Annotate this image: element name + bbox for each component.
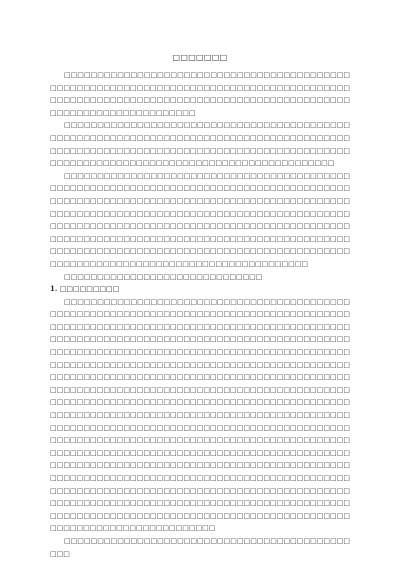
- paragraph-4: □□□□□□□□□□□□□□□□□□□□□□□□□□□□□□: [64, 272, 263, 281]
- section-heading: 1. □□□□□□□□□: [50, 284, 120, 294]
- paragraph-1: □□□□□□□□□□□□□□□□□□□□□□□□□□□□□□□□□□□□□□□□□□□□□□□□□□□□□□□□□□□□□□□□□□□□□□□□□□□□□□□□□□□□□□□□□□□□□□□□□□□□□□□□□□□□□□□□□□□□□□□□□□□□□□□□□□□□□□□□□□□□□□□□□□□□□□□□□□□: [50, 71, 350, 117]
- paragraph-3: □□□□□□□□□□□□□□□□□□□□□□□□□□□□□□□□□□□□□□□□□□□□□□□□□□□□□□□□□□□□□□□□□□□□□□□□□□□□□□□□□□□□□□□□□□□□□□□□□□□□□□□□□□□□□□□□□□□□□□□□□□□□□□□□□□□□□□□□□□□□□□□□□□□□□□□□□□□□□□□□□□□□□□□□□□□□□□□□□□□□□□□□□□□□□□□□□□□□□□□□□□□□□□□□□□□□□□□□□□□□□□□□□□□□□□□□□□□□□□□□□□□□□□□□□□□□□□□□□□□□□□□□□□□□□□□□□□□□□□□□□□□□□□□□□□□□□□□□□□□□□□□□□□□□□□□□□□□□□□□□□□□□□□□□□□□□□□□□□□□□□□□□□□□□□□□□: [50, 171, 350, 268]
- document-title: □□□□□□□: [172, 52, 228, 62]
- paragraph-2: □□□□□□□□□□□□□□□□□□□□□□□□□□□□□□□□□□□□□□□□□□□□□□□□□□□□□□□□□□□□□□□□□□□□□□□□□□□□□□□□□□□□□□□□□□□□□□□□□□□□□□□□□□□□□□□□□□□□□□□□□□□□□□□□□□□□□□□□□□□□□□□□□□□□□□□□□□□□□□□□□□□□□□□□□□□□□□□□: [50, 121, 350, 168]
- section-paragraph-2: □□□□□□□□□□□□□□□□□□□□□□□□□□□□□□□□□□□□□□□□□□□□□□: [50, 536, 350, 558]
- section-paragraph-1: □□□□□□□□□□□□□□□□□□□□□□□□□□□□□□□□□□□□□□□□□□□□□□□□□□□□□□□□□□□□□□□□□□□□□□□□□□□□□□□□□□□□□□□□□□□□□□□□□□□□□□□□□□□□□□□□□□□□□□□□□□□□□□□□□□□□□□□□□□□□□□□□□□□□□□□□□□□□□□□□□□□□□□□□□□□□□□□□□□□□□□□□□□□□□□□□□□□□□□□□□□□□□□□□□□□□□□□□□□□□□□□□□□□□□□□□□□□□□□□□□□□□□□□□□□□□□□□□□□□□□□□□□□□□□□□□□□□□□□□□□□□□□□□□□□□□□□□□□□□□□□□□□□□□□□□□□□□□□□□□□□□□□□□□□□□□□□□□□□□□□□□□□□□□□□□□□□□□□□□□□□□□□□□□□□□□□□□□□□□□□□□□□□□□□□□□□□□□□□□□□□□□□□□□□□□□□□□□□□□□□□□□□□□□□□□□□□□□□□□□□□□□□□□□□□□□□□□□□□□□□□□□□□□□□□□□□□□□□□□□□□□□□□□□□□□□□□□□□□□□□□□□□□□□□□□□□□□□□□□□□□□□□□□□□□□□□□□□□□□□□□□□□□□□□□□□□□□□□□□□□□□□□□□□□□□□□□□□□□□□□□□□□□□□□□□□□□□□□□□□□□□□□□□□□□□□□□□□□□□□□□□□□□□□□□□□□□□□□□□□□□□□□□□□□□□□□□□□□□□□□□□□□□□□□□□□□□□□□□□□□□□□□□□□□□□□□□□□□□□□□□□□□□□□□□□□□□□□□□□□□□□□□□□□□□□□□□□□□□□□□□□□□□□□□□□□□□□□□□□□□□□□□□□□□□□□□□□□□□□□□□□□□□□□□□□□□□□□□□□□□□□□□□□□□□□□□□□□□□□□□□□□□□□□□□□□□: [50, 297, 350, 533]
